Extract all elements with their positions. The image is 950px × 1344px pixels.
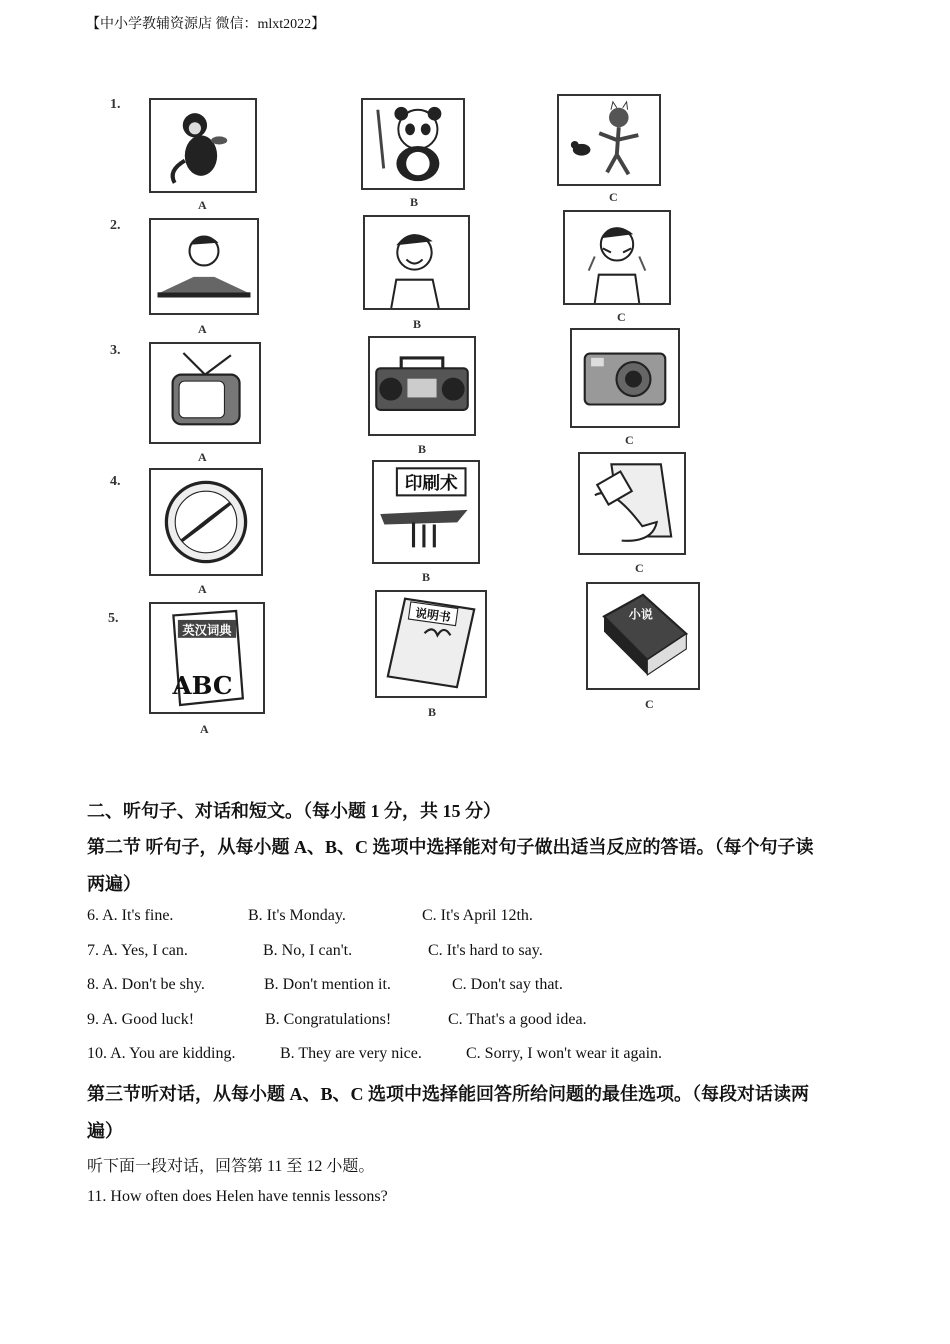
printing-icon [374, 462, 478, 562]
question-number: 4. [110, 474, 121, 489]
option-label: C [617, 310, 626, 324]
boy-reading-icon [151, 220, 257, 313]
part2-instruction-line1: 第二节 听句子，从每小题 A、B、C 选项中选择能对句子做出适当反应的答语。（每个句子读 [87, 837, 814, 857]
manual-icon [377, 592, 485, 696]
q9-option-b: B. Congratulations! [265, 1011, 392, 1028]
option-label: C [645, 697, 654, 711]
dictionary-icon [151, 604, 263, 712]
camera-icon [572, 330, 678, 426]
picture-5a[interactable] [149, 602, 265, 714]
picture-4a[interactable] [149, 468, 263, 576]
option-label: C [609, 190, 618, 204]
option-label: C [625, 433, 634, 447]
panda-icon [363, 100, 463, 188]
section-title: 二、听句子、对话和短文。（每小题 1 分，共 15 分） [87, 801, 501, 821]
option-label: B [418, 442, 427, 456]
picture-5c[interactable] [586, 582, 700, 690]
q7-option-a: 7. A. Yes, I can. [87, 942, 188, 959]
q10-option-a: 10. A. You are kidding. [87, 1045, 236, 1062]
question-number: 3. [110, 343, 121, 358]
picture-3b[interactable] [368, 336, 476, 436]
picture-1a[interactable] [149, 98, 257, 193]
option-label: B [422, 570, 431, 584]
question-number: 2. [110, 218, 121, 233]
compass-icon [151, 470, 261, 574]
novel-icon [588, 584, 698, 688]
q6-option-b: B. It's Monday. [248, 907, 346, 924]
option-label: A [198, 198, 207, 212]
monkey-icon [151, 100, 255, 191]
q10-option-b: B. They are very nice. [280, 1045, 422, 1062]
picture-2b[interactable] [363, 215, 470, 310]
manual-title: 说明书 [414, 605, 452, 625]
scroll-icon [580, 454, 684, 553]
part2-instruction-line2: 两遍） [87, 874, 141, 894]
option-label: B [410, 195, 419, 209]
option-label: A [198, 450, 207, 464]
q7-option-b: B. No, I can't. [263, 942, 353, 959]
picture-2c[interactable] [563, 210, 671, 305]
picture-3c[interactable] [570, 328, 680, 428]
dialogue-instruction: 听下面一段对话，回答第 11 至 12 小题。 [87, 1158, 375, 1175]
picture-1b[interactable] [361, 98, 465, 190]
part3-instruction-line1: 第三节听对话，从每小题 A、B、C 选项中选择能回答所给问题的最佳选项。（每段对话读两 [87, 1084, 809, 1104]
picture-5b[interactable] [375, 590, 487, 698]
q8-option-a: 8. A. Don't be shy. [87, 976, 205, 993]
dictionary-title: 英汉词典 [182, 623, 232, 638]
boy-smiling-icon [365, 217, 468, 308]
picture-3a[interactable] [149, 342, 261, 444]
radio-icon [370, 338, 474, 434]
q6-option-c: C. It's April 12th. [422, 907, 533, 924]
q8-option-b: B. Don't mention it. [264, 976, 391, 993]
question-number: 5. [108, 611, 119, 626]
novel-title: 小说 [628, 607, 653, 622]
q8-option-c: C. Don't say that. [452, 976, 563, 993]
q7-option-c: C. It's hard to say. [428, 942, 543, 959]
option-label: B [428, 705, 437, 719]
q9-option-a: 9. A. Good luck! [87, 1011, 195, 1028]
question-number: 1. [110, 97, 121, 112]
option-label: A [198, 322, 207, 336]
question-11: 11. How often does Helen have tennis lessons? [87, 1188, 388, 1205]
q6-option-a: 6. A. It's fine. [87, 907, 174, 924]
printing-sign: 印刷术 [404, 474, 458, 495]
q10-option-c: C. Sorry, I won't wear it again. [466, 1045, 663, 1062]
q9-option-c: C. That's a good idea. [448, 1011, 587, 1028]
option-label: B [413, 317, 422, 331]
dictionary-letters: ABC [172, 670, 233, 700]
picture-1c[interactable] [557, 94, 661, 186]
picture-4c[interactable] [578, 452, 686, 555]
part3-instruction-line2: 遍） [87, 1121, 123, 1141]
page-header: 【中小学教辅资源店 微信：mlxt2022】 [86, 17, 326, 32]
option-label: C [635, 561, 644, 575]
option-label: A [198, 582, 207, 596]
picture-2a[interactable] [149, 218, 259, 315]
boy-crying-icon [565, 212, 669, 303]
cat-mouse-icon [559, 96, 659, 184]
picture-4b[interactable] [372, 460, 480, 564]
option-label: A [200, 722, 209, 736]
tv-icon [151, 344, 259, 442]
